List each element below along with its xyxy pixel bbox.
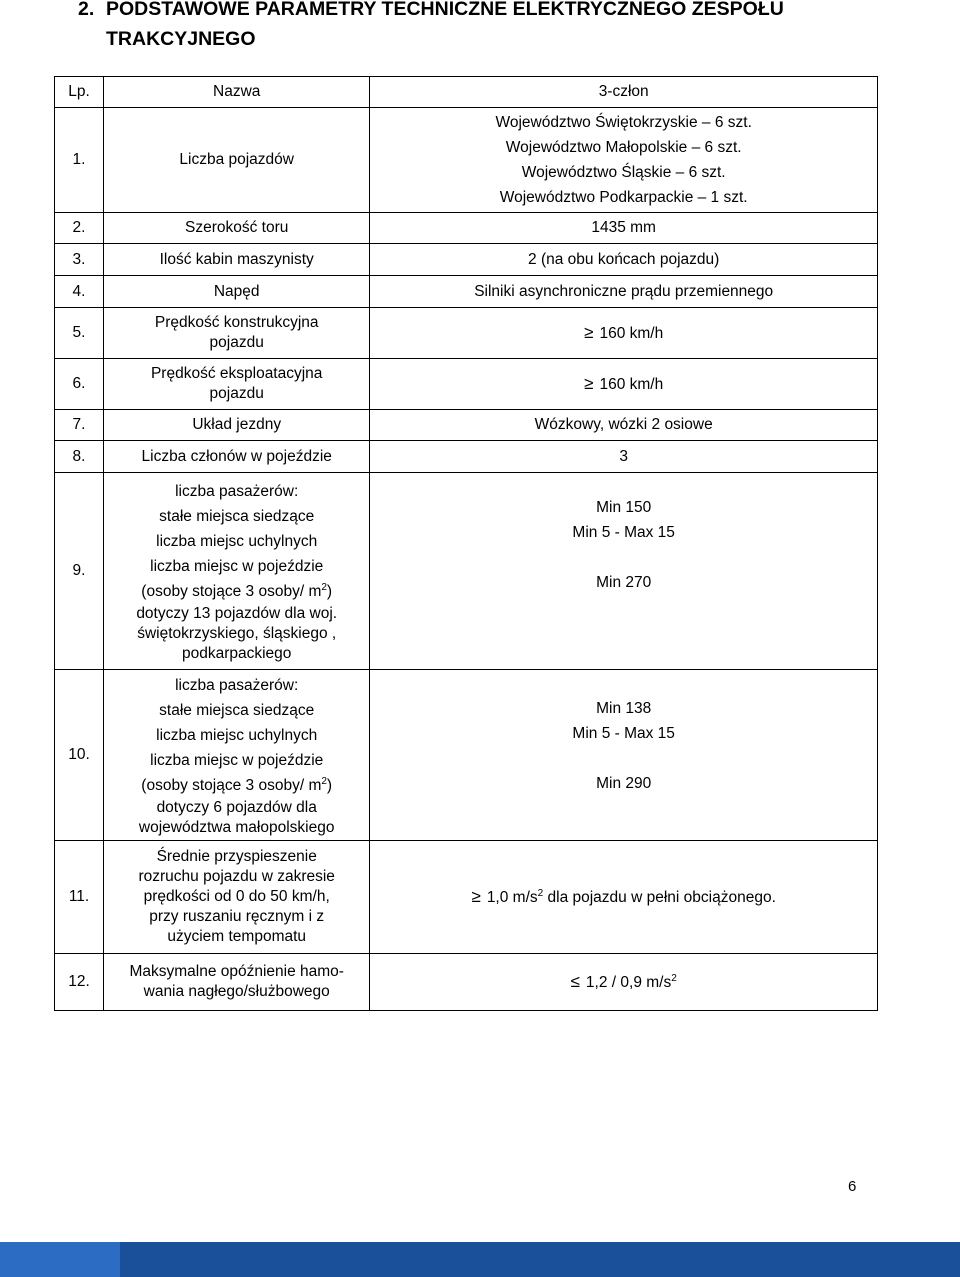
row-number: 12. [55, 954, 104, 1011]
value-line: Min 290 [596, 775, 652, 792]
row-name: Szerokość toru [104, 213, 370, 244]
footer-accent [0, 1242, 120, 1277]
row-name-line: wania nagłego/służbowego [143, 983, 330, 1000]
row-name-line: liczba miejsc w pojeździe [150, 557, 324, 575]
row-number: 6. [55, 359, 104, 410]
row-name [104, 473, 370, 670]
row-number: 11. [55, 841, 104, 954]
row-name-line: liczba miejsc uchylnych [156, 726, 318, 744]
row-name-line: Maksymalne opóźnienie hamo- [129, 963, 344, 980]
row-name: Liczba członów w pojeździe [104, 441, 370, 473]
row-name [104, 308, 370, 359]
row-name-line: stałe miejsca siedzące [159, 701, 315, 719]
row-name-line: przy ruszaniu ręcznym i z [149, 908, 325, 925]
footer-bar [0, 1242, 960, 1277]
row-name-line: prędkości od 0 do 50 km/h, [143, 888, 330, 905]
row-value [370, 954, 878, 1011]
row-name-line: liczba miejsc uchylnych [156, 532, 318, 550]
row-value [370, 841, 878, 954]
superscript: 2 [321, 775, 327, 787]
page-number: 6 [848, 1178, 857, 1195]
row-name-line [104, 579, 369, 604]
heading-line-2: TRAKCYJNEGO [106, 28, 256, 50]
table-row [55, 359, 878, 410]
table-row [55, 954, 878, 1011]
row-value: 1435 mm [370, 213, 878, 244]
row-name: Liczba pojazdów [104, 108, 370, 213]
section-number: 2. [78, 0, 95, 20]
row-name-line: liczba pasażerów: [175, 482, 299, 500]
value-text: 160 km/h [599, 324, 664, 342]
heading-line-1: PODSTAWOWE PARAMETRY TECHNICZNE ELEKTRYCZNEGO ZESPOŁU [106, 0, 784, 20]
table-row [55, 308, 878, 359]
table-row [55, 244, 878, 276]
row-name-line: województwa małopolskiego [138, 818, 335, 836]
value-line: Min 5 - Max 15 [572, 524, 675, 541]
row-name-line: użyciem tempomatu [167, 928, 307, 945]
row-name-line: dotyczy 6 pojazdów dla [156, 798, 317, 816]
row-name [104, 670, 370, 841]
row-number: 5. [55, 308, 104, 359]
greater-equal-symbol: ≥ [584, 373, 594, 393]
value-text: 160 km/h [599, 375, 664, 393]
value-line: Min 150 [596, 499, 652, 516]
row-name-line: podkarpackiego [181, 644, 292, 662]
row-value [370, 359, 878, 410]
row-name-line [104, 773, 369, 798]
value-line: Min 270 [596, 574, 652, 591]
table-row [55, 276, 878, 308]
row-number: 3. [55, 244, 104, 276]
value-line: Województwo Podkarpackie – 1 szt. [499, 189, 748, 206]
name-text: ) [326, 776, 333, 794]
row-value: 3 [370, 441, 878, 473]
greater-equal-symbol: ≥ [584, 322, 594, 342]
parameters-table [54, 76, 878, 1011]
row-number: 2. [55, 213, 104, 244]
value-text: 1,2 / 0,9 m/s [585, 973, 672, 991]
row-value: Silniki asynchroniczne prądu przemiennego [370, 276, 878, 308]
superscript: 2 [321, 581, 327, 593]
row-value [370, 473, 878, 670]
row-value [370, 108, 878, 213]
row-name-line: Prędkość eksploatacyjna [150, 365, 323, 382]
row-name [104, 359, 370, 410]
table-row [55, 410, 878, 441]
superscript: 2 [671, 972, 677, 984]
header-lp: Lp. [55, 77, 104, 108]
row-number: 4. [55, 276, 104, 308]
value-line: Województwo Świętokrzyskie – 6 szt. [495, 114, 752, 131]
row-name-line: liczba pasażerów: [175, 676, 299, 694]
superscript: 2 [537, 887, 544, 899]
table-row [55, 841, 878, 954]
row-name-line: liczba miejsc w pojeździe [150, 751, 324, 769]
value-line: Min 5 - Max 15 [572, 725, 675, 742]
table-row [55, 670, 878, 841]
row-number: 1. [55, 108, 104, 213]
row-name-line: świętokrzyskiego, śląskiego , [137, 624, 337, 642]
value-line: Województwo Śląskie – 6 szt. [521, 164, 726, 181]
name-text: ) [326, 582, 333, 600]
row-name: Napęd [104, 276, 370, 308]
greater-equal-symbol: ≥ [471, 886, 481, 906]
value-line: Min 138 [596, 700, 652, 717]
value-text: dla pojazdu w pełni obciążonego. [543, 888, 776, 906]
value-text: 1,0 m/s [486, 888, 538, 906]
row-name: Układ jezdny [104, 410, 370, 441]
section-heading [78, 0, 918, 54]
row-value [370, 670, 878, 841]
row-name [104, 841, 370, 954]
table-header-row [55, 77, 878, 108]
row-number: 9. [55, 473, 104, 670]
row-name-line: Prędkość konstrukcyjna [154, 314, 319, 331]
row-number: 8. [55, 441, 104, 473]
row-value: 2 (na obu końcach pojazdu) [370, 244, 878, 276]
name-text: (osoby stojące 3 osoby/ m [141, 776, 322, 794]
table-row [55, 213, 878, 244]
table-row [55, 108, 878, 213]
row-name-line: dotyczy 13 pojazdów dla woj. [136, 604, 338, 622]
row-name-line: pojazdu [209, 385, 264, 402]
name-text: (osoby stojące 3 osoby/ m [141, 582, 322, 600]
row-value [370, 308, 878, 359]
row-name: Ilość kabin maszynisty [104, 244, 370, 276]
row-number: 10. [55, 670, 104, 841]
row-name-line: stałe miejsca siedzące [159, 507, 315, 525]
row-name-line: rozruchu pojazdu w zakresie [138, 868, 335, 885]
row-name-line: Średnie przyspieszenie [156, 848, 317, 865]
row-name [104, 954, 370, 1011]
header-value: 3-człon [370, 77, 878, 108]
header-name: Nazwa [104, 77, 370, 108]
table-row [55, 441, 878, 473]
less-equal-symbol: ≤ [570, 971, 580, 991]
value-line: Województwo Małopolskie – 6 szt. [505, 139, 742, 156]
row-name-line: pojazdu [209, 334, 264, 351]
row-value: Wózkowy, wózki 2 osiowe [370, 410, 878, 441]
row-number: 7. [55, 410, 104, 441]
table-row [55, 473, 878, 670]
